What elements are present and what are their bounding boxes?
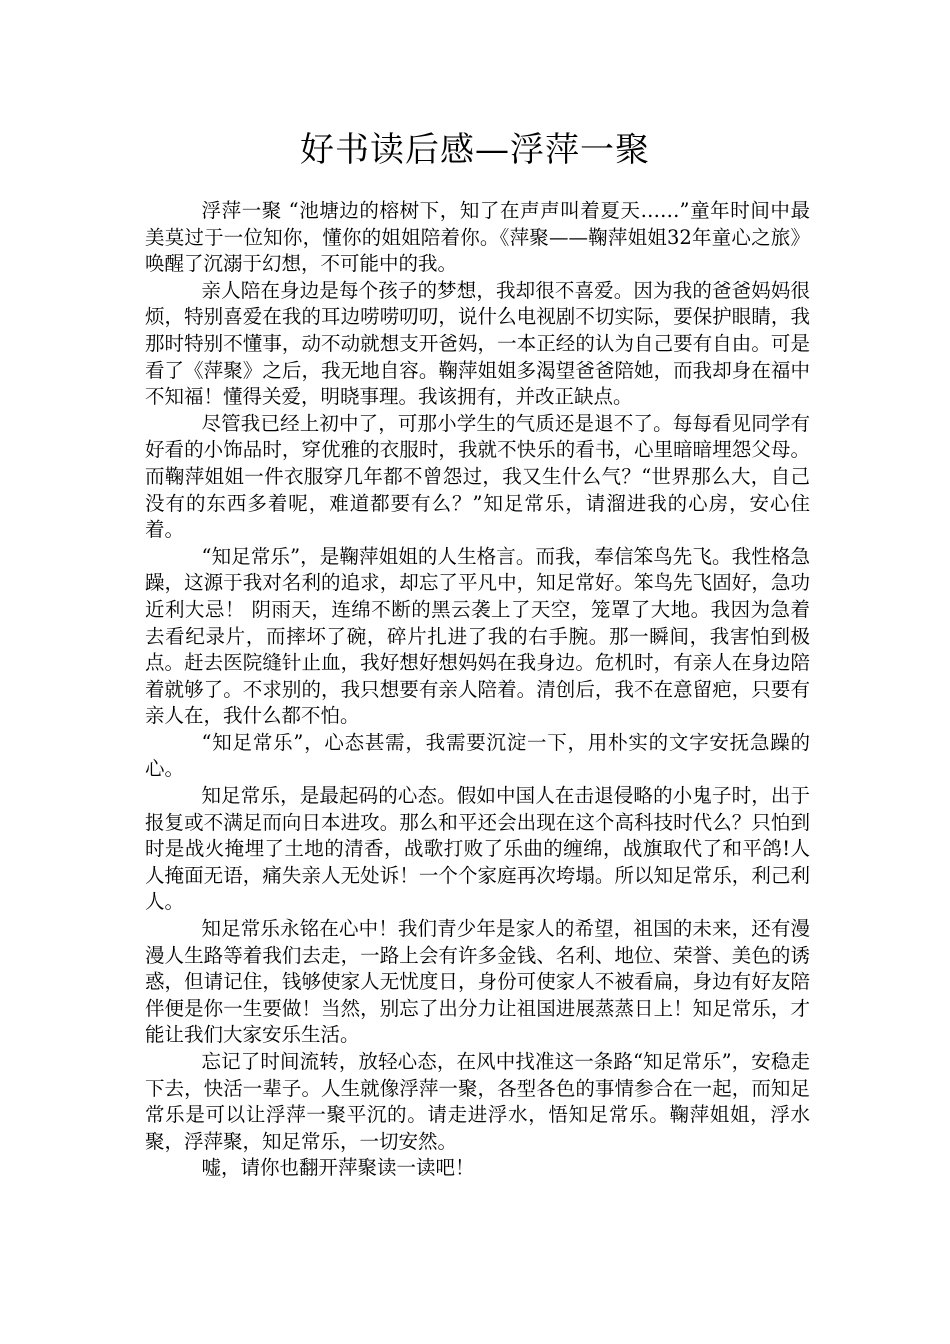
paragraph-4: “知足常乐”，是鞠萍姐姐的人生格言。而我，奉信笨鸟先飞。我性格急躁，这源于我对名利的追求，却忘了平凡中，知足常好。笨鸟先飞固好，急功近利大忌！ 阴雨天，连绵不断的黑云袭上了天空，笼罩了大地。我因为急着去看纪录片，而摔坏了碗，碎片扎进了我的右手腕。那一瞬间，我害怕到极点。赶去医院缝针止血，我好想好想妈妈在我身边。危机时，有亲人在身边陪着就够了。不求别的，我只想要有亲人陪着。清创后，我不在意留疤，只要有亲人在，我什么都不怕。 (145, 544, 810, 728)
paragraph-2: 亲人陪在身边是每个孩子的梦想，我却很不喜爱。因为我的爸爸妈妈很烦，特别喜爱在我的耳边唠唠叨叨，说什么电视剧不切实际，要保护眼睛，我那时特别不懂事，动不动就想支开爸妈，一本正经的认为自己要有自由。可是看了《萍聚》之后，我无地自容。鞠萍姐姐多渴望爸爸陪她，而我却身在福中不知福！懂得关爱，明晓事理。我该拥有，并改正缺点。 (145, 278, 810, 409)
paragraph-7: 知足常乐永铭在心中！我们青少年是家人的希望，祖国的未来，还有漫漫人生路等着我们去走，一路上会有许多金钱、名利、地位、荣誉、美色的诱惑，但请记住，钱够使家人无忧度日，身份可使家人不被看扁，身边有好友陪伴便是你一生要做！当然，别忘了出分力让祖国进展蒸蒸日上！知足常乐，才能让我们大家安乐生活。 (145, 917, 810, 1047)
paragraph-1: 浮萍一聚 “池塘边的榕树下，知了在声声叫着夏天……”童年时间中最美莫过于一位知你，懂你的姐姐陪着你。《萍聚——鞠萍姐姐32年童心之旅》唤醒了沉溺于幻想，不可能中的我。 (145, 199, 810, 276)
paragraph-3: 尽管我已经上初中了，可那小学生的气质还是退不了。每每看见同学有好看的小饰品时，穿优雅的衣服时，我就不快乐的看书，心里暗暗埋怨父母。而鞠萍姐姐一件衣服穿几年都不曾怨过，我又生什么气？“世界那么大，自己没有的东西多着呢，难道都要有么？”知足常乐，请溜进我的心房，安心住着。 (145, 411, 810, 542)
paragraph-5: “知足常乐”，心态甚需，我需要沉淀一下，用朴实的文字安抚急躁的心。 (145, 730, 810, 781)
document-body (145, 198, 810, 1182)
paragraph-9: 嘘，请你也翻开萍聚读一读吧！ (201, 1156, 475, 1180)
document-title: 好书读后感—浮萍一聚 (300, 130, 650, 170)
paragraph-8: 忘记了时间流转，放轻心态，在风中找准这一条路“知足常乐”，安稳走下去，快活一辈子。人生就像浮萍一聚，各型各色的事情参合在一起，而知足常乐是可以让浮萍一聚平沉的。请走进浮水，悟知足常乐。鞠萍姐姐，浮水聚，浮萍聚，知足常乐，一切安然。 (145, 1050, 810, 1153)
paragraph-6: 知足常乐，是最起码的心态。假如中国人在击退侵略的小鬼子时，出于报复或不满足而向日本进攻。那么和平还会出现在这个高科技时代么？只怕到时是战火掩埋了土地的清香，战歌打败了乐曲的缠绵，战旗取代了和平鸽!人人掩面无语，痛失亲人无处诉！一个个家庭再次垮塌。所以知足常乐，利己利人。 (145, 784, 810, 914)
